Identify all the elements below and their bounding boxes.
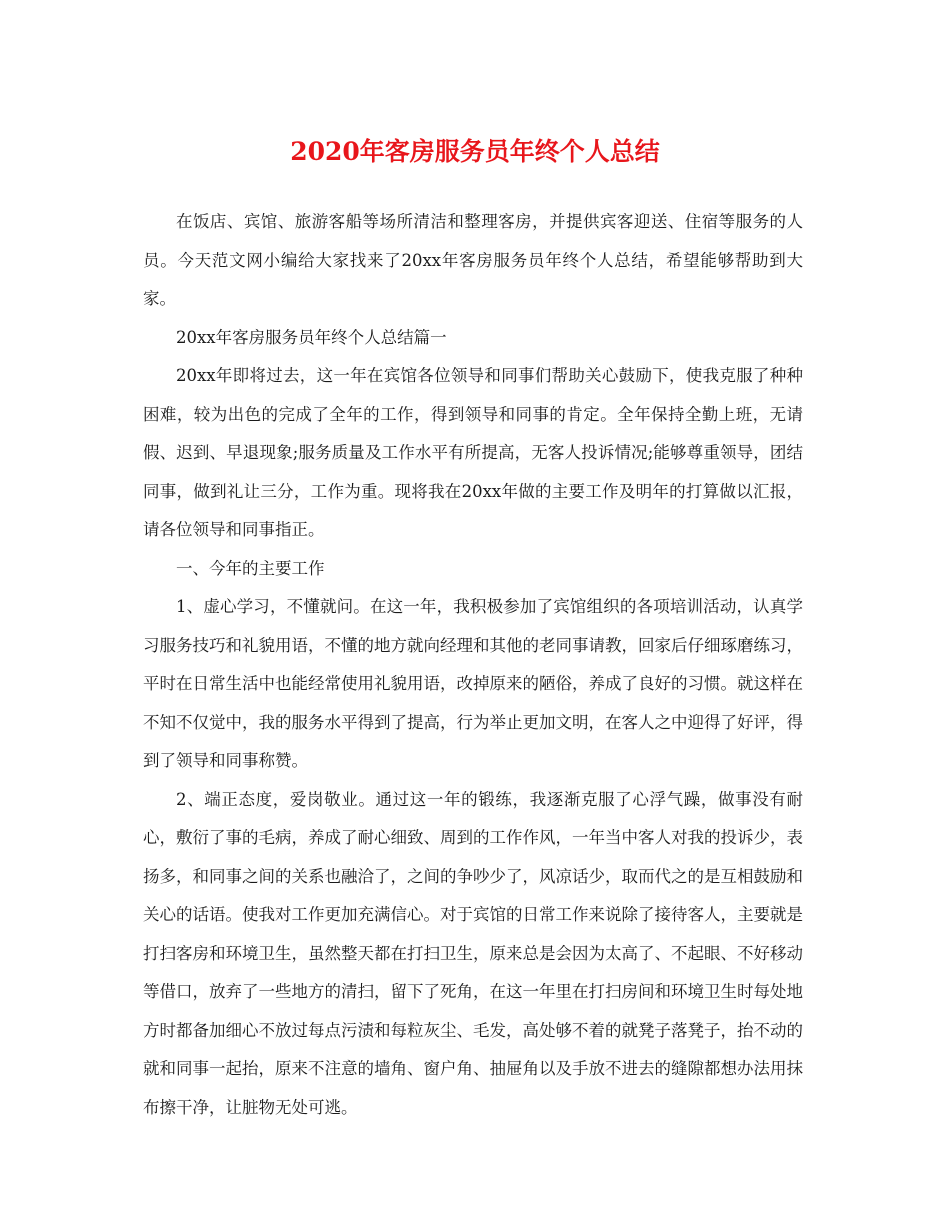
document-body	[143, 203, 803, 1127]
paragraph-item-2: 2、端正态度，爱岗敬业。通过这一年的锻练，我逐渐克服了心浮气躁，做事没有耐心，敷衍了事的毛病，养成了耐心细致、周到的工作作风，一年当中客人对我的投诉少，表扬多，和同事之间的关系也融洽了，之间的争吵少了，风凉话少，取而代之的是互相鼓励和关心的话语。使我对工作更加充满信心。对于宾馆的日常工作来说除了接待客人，主要就是打扫客房和环境卫生，虽然整天都在打扫卫生，原来总是会因为太高了、不起眼、不好移动等借口，放弃了一些地方的清扫，留下了死角，在这一年里在打扫房间和环境卫生时每处地方时都备加细心不放过每点污渍和每粒灰尘、毛发，高处够不着的就凳子落凳子，抬不动的就和同事一起抬，原来不注意的墙角、窗户角、抽屉角以及手放不进去的缝隙都想办法用抹布擦干净，让脏物无处可逃。	[143, 789, 803, 1117]
paragraph-intro: 在饭店、宾馆、旅游客船等场所清洁和整理客房，并提供宾客迎送、住宿等服务的人员。今天范文网小编给大家找来了20xx年客房服务员年终个人总结，希望能够帮助到大家。	[143, 212, 803, 308]
paragraph-section-heading: 20xx年客房服务员年终个人总结篇一	[176, 327, 447, 347]
paragraph-main-work-heading: 一、今年的主要工作	[176, 558, 325, 578]
document-title: 2020年客房服务员年终个人总结	[290, 137, 660, 166]
paragraph-overview: 20xx年即将过去，这一年在宾馆各位领导和同事们帮助关心鼓励下，使我克服了种种困难，较为出色的完成了全年的工作，得到领导和同事的肯定。全年保持全勤上班，无请假、迟到、早退现象;服务质量及工作水平有所提高，无客人投诉情况;能够尊重领导，团结同事，做到礼让三分，工作为重。现将我在20xx年做的主要工作及明年的打算做以汇报，请各位领导和同事指正。	[143, 366, 803, 539]
paragraph-item-1: 1、虚心学习，不懂就问。在这一年，我积极参加了宾馆组织的各项培训活动，认真学习服务技巧和礼貌用语，不懂的地方就向经理和其他的老同事请教，回家后仔细琢磨练习，平时在日常生活中也能经常使用礼貌用语，改掉原来的陋俗，养成了良好的习惯。就这样在不知不仅觉中，我的服务水平得到了提高，行为举止更加文明，在客人之中迎得了好评，得到了领导和同事称赞。	[143, 597, 803, 770]
